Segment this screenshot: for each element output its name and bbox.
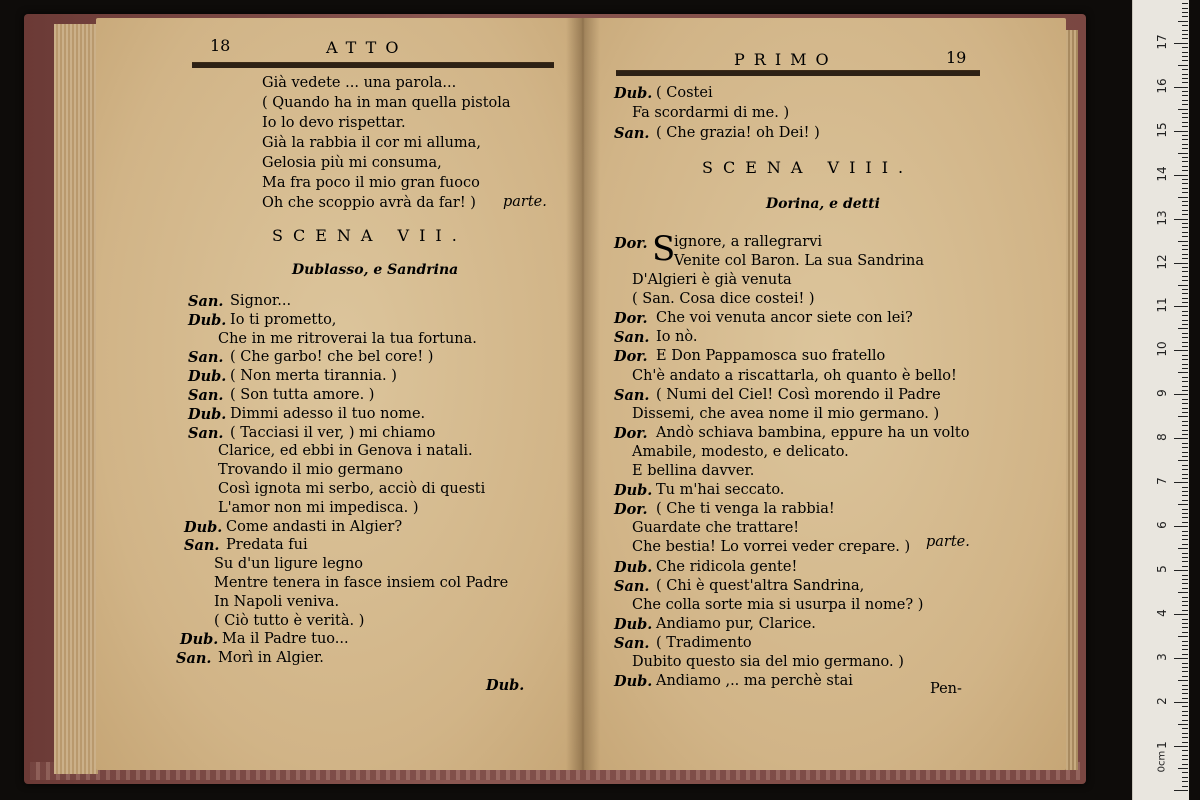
right-running-head: PRIMO [734,50,838,69]
ruler-tick [1182,192,1188,193]
ruler-tick [1182,759,1188,760]
ruler-tick [1182,434,1188,435]
dialogue-line: ( Che grazia! oh Dei! ) [656,125,820,141]
dialogue-line: Che ridicola gente! [656,558,798,575]
ruler-tick [1182,161,1188,162]
dialogue-line: Guardate che trattare! [632,520,800,537]
ruler-tick [1178,548,1188,549]
ruler-number: 17 [1155,34,1169,50]
speaker-label: Dor. [614,348,648,366]
ruler-number: 13 [1155,209,1169,226]
ruler-tick [1182,610,1188,611]
dialogue-line: Come andasti in Algier? [226,518,403,535]
ruler-tick [1182,337,1188,338]
ruler-number: 12 [1155,253,1169,270]
dialogue-line: Dissemi, che avea nome il mio germano. ) [632,405,940,422]
ruler-tick [1182,368,1188,369]
ruler-tick [1182,34,1188,35]
ruler-tick [1182,737,1188,738]
speaker-label: Dub. [614,85,653,102]
ruler-tick [1174,306,1188,307]
dialogue-line: ( Chi è quest'altra Sandrina, [656,577,865,594]
ruler-tick [1178,636,1188,637]
ruler-tick [1182,544,1188,545]
dialogue-line: ( Che garbo! che bel core! ) [230,349,434,366]
dialogue-line: Ch'è andato a riscattarla, oh quanto è bello! [632,367,957,384]
ruler-tick [1178,328,1188,329]
speaker-label: Dub. [188,368,227,386]
ruler-tick [1182,772,1188,773]
right-scene-heading: SCENA VIII. [702,158,914,177]
ruler-tick [1174,570,1188,571]
ruler-tick [1182,293,1188,294]
speaker-label: San. [614,329,650,347]
dialogue-line: Andiamo ,.. ma perchè stai [656,673,853,690]
ruler-tick [1182,443,1188,444]
ruler-tick [1182,47,1188,48]
ruler-tick [1182,750,1188,751]
ruler-tick [1182,685,1188,686]
ruler-tick [1182,535,1188,536]
ruler-tick [1182,157,1188,158]
ruler-tick [1182,781,1188,782]
ruler-tick [1182,452,1188,453]
ruler-number: 7 [1155,477,1169,486]
ruler-tick [1174,219,1188,220]
ruler-tick [1182,517,1188,518]
ruler-tick [1182,298,1188,299]
ruler-tick [1182,139,1188,140]
ruler-tick [1182,30,1188,31]
ruler-tick [1182,346,1188,347]
dialogue-line: Che in me ritroverai la tua fortuna. [218,330,477,347]
speaker-label: San. [188,387,224,404]
ruler-tick [1174,87,1188,88]
verse-line: Già la rabbia il cor mi alluma, [262,135,481,151]
ruler-tick [1178,285,1188,286]
dialogue-line: Così ignota mi serbo, acciò di questi [218,481,486,497]
speaker-label: San. [614,634,650,652]
ruler-tick [1182,663,1188,664]
ruler-tick [1174,175,1188,176]
ruler-number: 6 [1155,521,1169,530]
speaker-label: Dub. [614,615,653,633]
ruler-tick [1182,553,1188,554]
ruler-tick [1182,693,1188,694]
ruler-number: 11 [1155,297,1169,314]
ruler-tick [1182,148,1188,149]
ruler-tick [1174,263,1188,264]
ruler-tick [1182,399,1188,400]
speaker-label: Dub. [188,405,227,423]
dialogue-line: Signor... [230,293,292,309]
ruler-tick [1182,430,1188,431]
ruler-number: 16 [1155,78,1169,94]
ruler-tick [1182,170,1188,171]
ruler-tick [1182,623,1188,624]
dialogue-line: In Napoli veniva. [214,593,340,610]
dialogue-line: Trovando il mio germano [218,462,403,479]
dialogue-line: Andiamo pur, Clarice. [656,615,816,632]
ruler-tick [1182,16,1188,17]
speaker-label: Dub. [188,311,227,329]
ruler-tick [1182,214,1188,215]
ruler-tick [1182,583,1188,584]
speaker-label: San. [188,349,224,367]
ruler-tick [1182,315,1188,316]
dialogue-line: Mentre tenera in fasce insiem col Padre [214,575,509,591]
ruler-tick [1182,478,1188,479]
page-edges-left [54,24,98,774]
ruler-tick [1182,711,1188,712]
dialogue-line: E Don Pappamosca suo fratello [656,348,886,365]
ruler-tick [1182,100,1188,101]
ruler-tick [1182,236,1188,237]
ruler-tick [1182,733,1188,734]
ruler-tick [1182,60,1188,61]
ruler-tick [1182,91,1188,92]
left-folio: 18 [210,36,231,55]
ruler-tick [1182,522,1188,523]
ruler-tick [1182,531,1188,532]
dialogue-line: ( Son tutta amore. ) [230,387,375,403]
dialogue-line: Ma il Padre tuo... [222,631,349,648]
speaker-label: Dub. [184,518,223,536]
dialogue-line: Morì in Algier. [218,650,324,667]
ruler-tick [1182,777,1188,778]
dialogue-line: ( Costei [656,85,713,101]
dialogue-line: E bellina davver. [632,463,755,479]
right-folio: 19 [946,48,967,67]
ruler-tick [1182,258,1188,259]
ruler-tick [1182,320,1188,321]
dialogue-line: Dimmi adesso il tuo nome. [230,405,426,422]
ruler-tick [1182,412,1188,413]
speaker-label: Dub. [614,482,653,500]
ruler-number: 5 [1155,565,1169,574]
ruler-tick [1178,680,1188,681]
ruler-tick [1174,482,1188,483]
ruler-tick [1174,658,1188,659]
speaker-label: San. [176,650,212,668]
ruler-tick [1182,78,1188,79]
speaker-label: San. [188,293,224,310]
ruler-tick [1182,667,1188,668]
ruler-tick [1178,416,1188,417]
dialogue-line: ( Tradimento [656,634,752,651]
dialogue-line: Fa scordarmi di me. ) [632,105,790,121]
ruler-tick [1182,786,1188,787]
ruler-tick [1182,588,1188,589]
ruler-tick [1182,117,1188,118]
speaker-label: Dub. [614,673,653,691]
ruler-tick [1182,474,1188,475]
ruler-tick [1174,43,1188,44]
ruler-tick [1182,276,1188,277]
ruler-number: 14 [1155,165,1169,182]
ruler-tick [1174,526,1188,527]
ruler-tick [1182,386,1188,387]
ruler-tick [1182,465,1188,466]
dialogue-line: Predata fui [226,537,308,554]
ruler-tick [1182,491,1188,492]
right-first-line-1: ignore, a rallegrarvi [674,234,823,250]
ruler-tick [1182,183,1188,184]
ruler-tick [1182,377,1188,378]
ruler-tick [1182,755,1188,756]
speaker-label: San. [188,424,224,442]
ruler-tick [1182,676,1188,677]
dialogue-line: ( Numi del Ciel! Così morendo il Padre [656,386,941,403]
ruler-tick [1182,56,1188,57]
ruler-tick [1174,746,1188,747]
right-exit-direction: parte. [926,534,970,550]
left-header-rule [192,62,554,68]
speaker-label: Dor. [614,501,648,519]
left-scene-cast: Dublasso, e Sandrina [292,262,459,278]
ruler-tick [1182,403,1188,404]
ruler-tick [1178,460,1188,461]
dialogue-line: Clarice, ed ebbi in Genova i natali. [218,443,473,460]
ruler-tick [1178,768,1188,769]
ruler-tick [1182,126,1188,127]
verse-line: ( Quando ha in man quella pistola [262,95,511,111]
ruler-tick [1182,425,1188,426]
ruler-tick [1178,197,1188,198]
ruler-tick [1174,438,1188,439]
ruler-tick [1178,372,1188,373]
dialogue-line: Che colla sorte mia si usurpa il nome? ) [632,596,924,613]
ruler-tick [1182,575,1188,576]
ruler-tick [1182,579,1188,580]
verse-line: Gelosia più mi consuma, [262,155,442,171]
ruler-tick [1182,390,1188,391]
ruler-tick [1182,742,1188,743]
speaker-label: San. [614,125,650,142]
ruler-tick [1182,25,1188,26]
verse-line: Ma fra poco il mio gran fuoco [262,175,480,191]
ruler-tick [1182,135,1188,136]
drop-cap: S [652,229,676,269]
ruler-tick [1182,566,1188,567]
ruler-tick [1182,302,1188,303]
ruler-tick [1182,447,1188,448]
dialogue-line: Andò schiava bambina, eppure ha un volto [656,424,970,441]
right-scene-cast: Dorina, e detti [766,196,880,212]
ruler-tick [1182,539,1188,540]
dialogue-line: L'amor non mi impedisca. ) [218,499,419,516]
ruler-tick [1182,706,1188,707]
ruler-tick [1182,52,1188,53]
ruler-tick [1182,509,1188,510]
ruler-tick [1182,82,1188,83]
ruler-tick [1178,153,1188,154]
dialogue-line: Tu m'hai seccato. [656,482,785,499]
dialogue-line: Che voi venuta ancor siete con lei? [656,310,913,327]
ruler-tick [1182,355,1188,356]
dialogue-line: Che bestia! Lo vorrei veder crepare. ) [632,539,911,556]
ruler-tick [1182,311,1188,312]
ruler-unit: 0cm [1156,750,1168,773]
dialogue-line: D'Algieri è già venuta [632,272,792,288]
dialogue-line: ( Ciò tutto è verità. ) [214,612,365,629]
ruler-tick [1182,645,1188,646]
ruler-tick [1178,724,1188,725]
ruler-tick [1182,627,1188,628]
ruler-tick [1182,289,1188,290]
ruler-tick [1182,728,1188,729]
ruler-tick [1182,619,1188,620]
ruler-tick [1182,408,1188,409]
ruler-tick [1182,249,1188,250]
ruler-number: 10 [1155,341,1169,358]
left-exit-direction: parte. [503,194,547,210]
ruler-tick [1182,649,1188,650]
ruler-tick [1182,227,1188,228]
ruler-number: 15 [1155,122,1169,138]
dialogue-line: Io nò. [656,329,698,346]
ruler-tick [1182,333,1188,334]
right-first-speaker: Dor. [614,235,648,252]
verse-line: Già vedete ... una parola... [262,75,457,91]
ruler-number: 2 [1155,697,1169,705]
ruler-tick [1182,271,1188,272]
ruler-tick [1182,381,1188,382]
speaker-label: Dub. [180,631,219,649]
dialogue-line: ( Che ti venga la rabbia! [656,501,835,518]
ruler-tick [1182,324,1188,325]
ruler-tick [1182,715,1188,716]
ruler-number: 1 [1155,741,1169,749]
ruler-tick [1182,245,1188,246]
ruler-tick [1182,671,1188,672]
ruler-tick [1174,790,1188,791]
ruler-tick [1182,3,1188,4]
dialogue-line: Su d'un ligure legno [214,556,364,573]
ruler-tick [1182,500,1188,501]
ruler-tick [1182,280,1188,281]
ruler-number: 9 [1155,389,1169,398]
ruler-tick [1182,487,1188,488]
ruler-tick [1182,601,1188,602]
ruler-tick [1178,65,1188,66]
speaker-label: San. [614,577,650,595]
ruler-tick [1182,720,1188,721]
ruler-tick [1182,689,1188,690]
ruler-tick [1174,702,1188,703]
dialogue-line: Io ti prometto, [230,311,337,328]
ruler-tick [1182,210,1188,211]
ruler-tick [1182,69,1188,70]
ruler-tick [1182,342,1188,343]
ruler-tick [1182,104,1188,105]
ruler-tick [1182,8,1188,9]
dialogue-line: Amabile, modesto, e delicato. [632,443,849,460]
right-catchword: Pen- [930,681,962,697]
ruler-tick [1182,456,1188,457]
ruler-tick [1182,557,1188,558]
ruler-tick [1182,12,1188,13]
ruler-tick [1182,597,1188,598]
ruler-tick [1182,122,1188,123]
left-scene-heading: SCENA VII. [272,226,467,245]
ruler-tick [1182,113,1188,114]
left-running-head: ATTO [326,38,408,57]
ruler-tick [1182,179,1188,180]
speaker-label: Dub. [614,558,653,576]
speaker-label: San. [184,537,220,555]
speaker-label: Dor. [614,310,648,328]
ruler-tick [1178,21,1188,22]
ruler-tick [1182,698,1188,699]
ruler-tick [1182,469,1188,470]
dialogue-line: ( Non merta tirannia. ) [230,368,397,385]
ruler-tick [1182,201,1188,202]
ruler-tick [1174,394,1188,395]
ruler-tick [1182,254,1188,255]
ruler-tick [1174,350,1188,351]
ruler-number: 4 [1155,609,1169,617]
ruler-number: 8 [1155,433,1169,442]
ruler-tick [1182,223,1188,224]
ruler-tick [1182,495,1188,496]
verse-line: Oh che scoppio avrà da far! ) [262,195,476,211]
ruler-tick [1182,188,1188,189]
ruler-tick [1182,764,1188,765]
ruler-tick [1174,131,1188,132]
ruler-tick [1178,241,1188,242]
verse-line: Io lo devo rispettar. [262,115,406,131]
speaker-label: Dor. [614,424,648,442]
ruler-tick [1182,38,1188,39]
ruler-number: 3 [1155,653,1169,661]
dialogue-line: ( San. Cosa dice costei! ) [632,291,815,308]
speaker-label: San. [614,386,650,404]
ruler-tick [1182,605,1188,606]
ruler-tick [1182,144,1188,145]
dialogue-line: Dubito questo sia del mio germano. ) [632,654,904,670]
book-gutter [566,18,600,770]
ruler-tick [1182,74,1188,75]
ruler-tick [1182,232,1188,233]
ruler-tick [1178,592,1188,593]
ruler-tick [1182,561,1188,562]
ruler-tick [1182,654,1188,655]
ruler-tick [1182,513,1188,514]
ruler-tick [1178,504,1188,505]
ruler-tick [1178,109,1188,110]
ruler-tick [1182,166,1188,167]
ruler-tick [1182,364,1188,365]
ruler-tick [1182,359,1188,360]
right-header-rule [616,70,980,76]
ruler-tick [1182,641,1188,642]
ruler-tick [1182,267,1188,268]
right-first-line-2: Venite col Baron. La sua Sandrina [674,253,924,269]
ruler-tick [1174,614,1188,615]
dialogue-line: ( Tacciasi il ver, ) mi chiamo [230,424,436,441]
ruler-tick [1182,421,1188,422]
ruler-tick [1182,95,1188,96]
ruler-tick [1182,205,1188,206]
ruler-tick [1182,632,1188,633]
left-catchword: Dub. [486,677,525,694]
